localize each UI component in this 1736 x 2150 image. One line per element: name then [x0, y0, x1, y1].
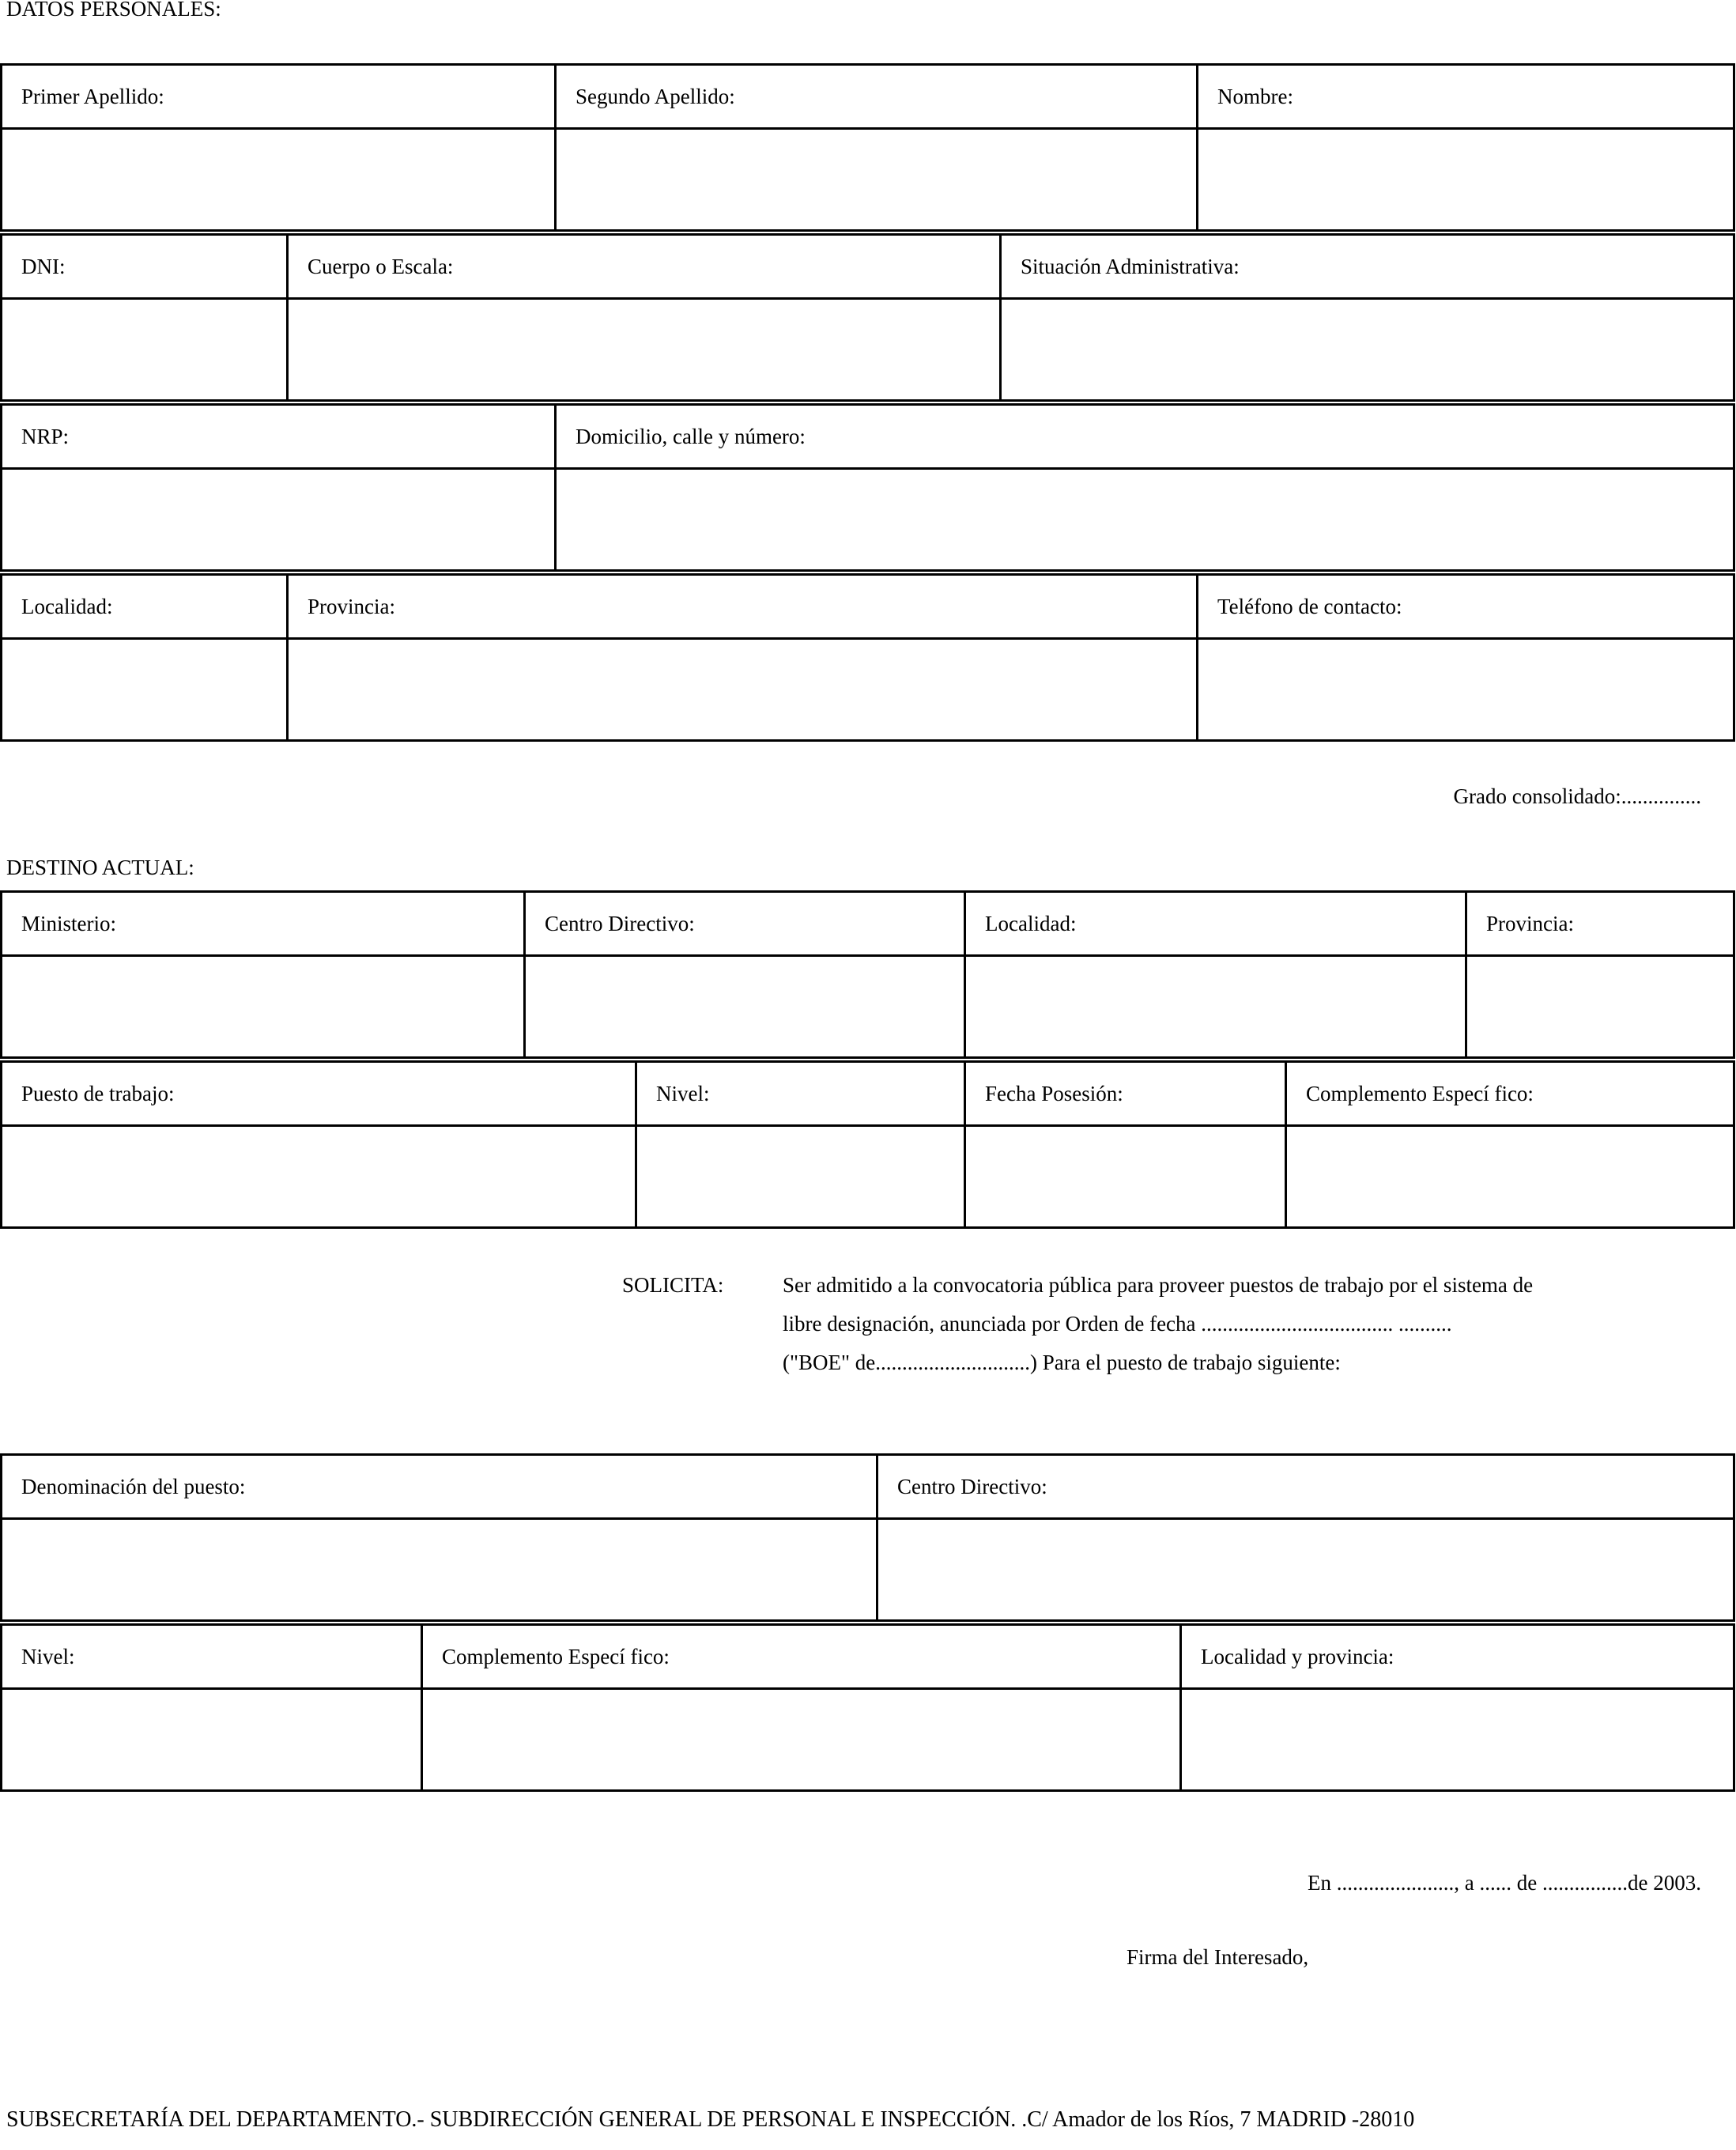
- puesto-trabajo-field[interactable]: [2, 1126, 636, 1228]
- dni-label: DNI:: [2, 235, 288, 299]
- grado-consolidado: Grado consolidado:...............: [1453, 784, 1701, 808]
- solicita-line-2: libre designación, anunciada por Orden de fecha .................................... ..........: [783, 1312, 1452, 1336]
- fecha-line: En ......................, a ...... de ................de 2003.: [1308, 1871, 1701, 1895]
- firma-label: Firma del Interesado,: [1127, 1945, 1309, 1969]
- segundo-apellido-field[interactable]: [556, 129, 1198, 231]
- destino-table-row1: [0, 890, 1735, 1059]
- puesto-centro-directivo-field[interactable]: [877, 1519, 1734, 1621]
- personal-table-row3: [0, 403, 1735, 572]
- cuerpo-escala-label: Cuerpo o Escala:: [288, 235, 1001, 299]
- cuerpo-escala-field[interactable]: [288, 299, 1001, 401]
- destino-provincia-label: Provincia:: [1466, 892, 1734, 956]
- puesto-trabajo-label: Puesto de trabajo:: [2, 1062, 636, 1126]
- destino-provincia-field[interactable]: [1466, 956, 1734, 1058]
- nombre-label: Nombre:: [1198, 65, 1734, 129]
- solicita-label: SOLICITA:: [622, 1273, 724, 1297]
- telefono-field[interactable]: [1198, 639, 1734, 741]
- localidad-label: Localidad:: [2, 575, 288, 639]
- nrp-field[interactable]: [2, 469, 556, 571]
- centro-directivo-label: Centro Directivo:: [525, 892, 965, 956]
- localidad-provincia-label: Localidad y provincia:: [1181, 1625, 1734, 1689]
- segundo-apellido-label: Segundo Apellido:: [556, 65, 1198, 129]
- puesto-centro-directivo-label: Centro Directivo:: [877, 1455, 1734, 1519]
- complemento-especifico-label: Complemento Especí fico:: [1286, 1062, 1734, 1126]
- footer-address: SUBSECRETARÍA DEL DEPARTAMENTO.- SUBDIRECCIÓN GENERAL DE PERSONAL E INSPECCIÓN. .C/ Amador de los Ríos, 7 MADRID -28010: [6, 2107, 1415, 2132]
- fecha-posesion-label: Fecha Posesión:: [965, 1062, 1286, 1126]
- nivel-field[interactable]: [636, 1126, 965, 1228]
- provincia-field[interactable]: [288, 639, 1198, 741]
- provincia-label: Provincia:: [288, 575, 1198, 639]
- personal-table-row1: [0, 63, 1735, 232]
- centro-directivo-field[interactable]: [525, 956, 965, 1058]
- puesto-complemento-label: Complemento Especí fico:: [422, 1625, 1181, 1689]
- puesto-nivel-label: Nivel:: [2, 1625, 422, 1689]
- solicita-line-3: ("BOE" de.............................) Para el puesto de trabajo siguiente:: [783, 1351, 1341, 1374]
- personal-table-row4: [0, 573, 1735, 742]
- localidad-provincia-field[interactable]: [1181, 1689, 1734, 1791]
- puesto-complemento-field[interactable]: [422, 1689, 1181, 1791]
- primer-apellido-label: Primer Apellido:: [2, 65, 556, 129]
- domicilio-label: Domicilio, calle y número:: [556, 405, 1734, 469]
- nivel-label: Nivel:: [636, 1062, 965, 1126]
- nombre-field[interactable]: [1198, 129, 1734, 231]
- puesto-table-row1: [0, 1453, 1735, 1622]
- destino-table-row2: [0, 1060, 1735, 1229]
- denominacion-puesto-field[interactable]: [2, 1519, 877, 1621]
- destino-actual-title: DESTINO ACTUAL:: [6, 856, 194, 879]
- situacion-administrativa-field[interactable]: [1001, 299, 1734, 401]
- puesto-table-row2: [0, 1623, 1735, 1792]
- fecha-posesion-field[interactable]: [965, 1126, 1286, 1228]
- primer-apellido-field[interactable]: [2, 129, 556, 231]
- destino-localidad-label: Localidad:: [965, 892, 1466, 956]
- dni-field[interactable]: [2, 299, 288, 401]
- telefono-label: Teléfono de contacto:: [1198, 575, 1734, 639]
- solicita-line-1: Ser admitido a la convocatoria pública para proveer puestos de trabajo por el sistema de: [783, 1273, 1534, 1297]
- puesto-nivel-field[interactable]: [2, 1689, 422, 1791]
- localidad-field[interactable]: [2, 639, 288, 741]
- personal-table-row2: [0, 233, 1735, 402]
- datos-personales-title: DATOS PERSONALES:: [6, 0, 221, 21]
- denominacion-puesto-label: Denominación del puesto:: [2, 1455, 877, 1519]
- situacion-administrativa-label: Situación Administrativa:: [1001, 235, 1734, 299]
- domicilio-field[interactable]: [556, 469, 1734, 571]
- destino-localidad-field[interactable]: [965, 956, 1466, 1058]
- complemento-especifico-field[interactable]: [1286, 1126, 1734, 1228]
- nrp-label: NRP:: [2, 405, 556, 469]
- ministerio-field[interactable]: [2, 956, 525, 1058]
- ministerio-label: Ministerio:: [2, 892, 525, 956]
